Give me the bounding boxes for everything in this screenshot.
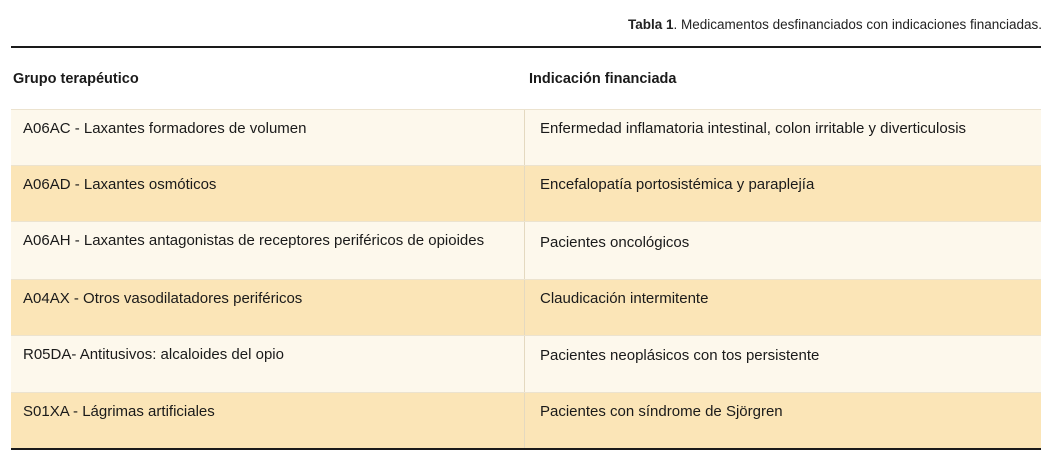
- table-body: [11, 109, 1041, 448]
- therapeutic-group-cell: A06AH - Laxantes antagonistas de receptores periféricos de opioides: [11, 222, 525, 279]
- medicines-table: [11, 46, 1041, 450]
- therapeutic-group-cell: A06AC - Laxantes formadores de volumen: [11, 110, 525, 165]
- table-row: [11, 165, 1041, 221]
- funded-indication-cell: Pacientes con síndrome de Sjörgren: [540, 403, 783, 420]
- funded-indication-cell: Pacientes neoplásicos con tos persistente: [540, 347, 820, 364]
- table-caption: [628, 17, 1042, 32]
- header-therapeutic-group: Grupo terapéutico: [13, 70, 139, 87]
- table-row: [11, 221, 1041, 279]
- table-row: [11, 279, 1041, 335]
- table-caption-text: . Medicamentos desfinanciados con indicaciones financiadas.: [673, 17, 1042, 32]
- table-row: [11, 335, 1041, 392]
- table-caption-label: Tabla 1: [628, 17, 674, 32]
- header-funded-indication: Indicación financiada: [529, 70, 677, 87]
- therapeutic-group-cell: R05DA- Antitusivos: alcaloides del opio: [11, 336, 525, 392]
- funded-indication-cell: Claudicación intermitente: [540, 290, 709, 307]
- funded-indication-cell: Pacientes oncológicos: [540, 234, 690, 251]
- therapeutic-group-cell: A04AX - Otros vasodilatadores periféricos: [11, 280, 525, 335]
- table-row: [11, 392, 1041, 448]
- funded-indication-cell: Encefalopatía portosistémica y paraplejía: [540, 176, 815, 193]
- funded-indication-cell: Enfermedad inflamatoria intestinal, colon irritable y diverticulosis: [540, 120, 967, 137]
- table-bottom-rule: [11, 448, 1041, 450]
- therapeutic-group-cell: A06AD - Laxantes osmóticos: [11, 166, 525, 221]
- therapeutic-group-cell: S01XA - Lágrimas artificiales: [11, 393, 525, 448]
- table-row: [11, 109, 1041, 165]
- table-header-row: [11, 48, 1041, 109]
